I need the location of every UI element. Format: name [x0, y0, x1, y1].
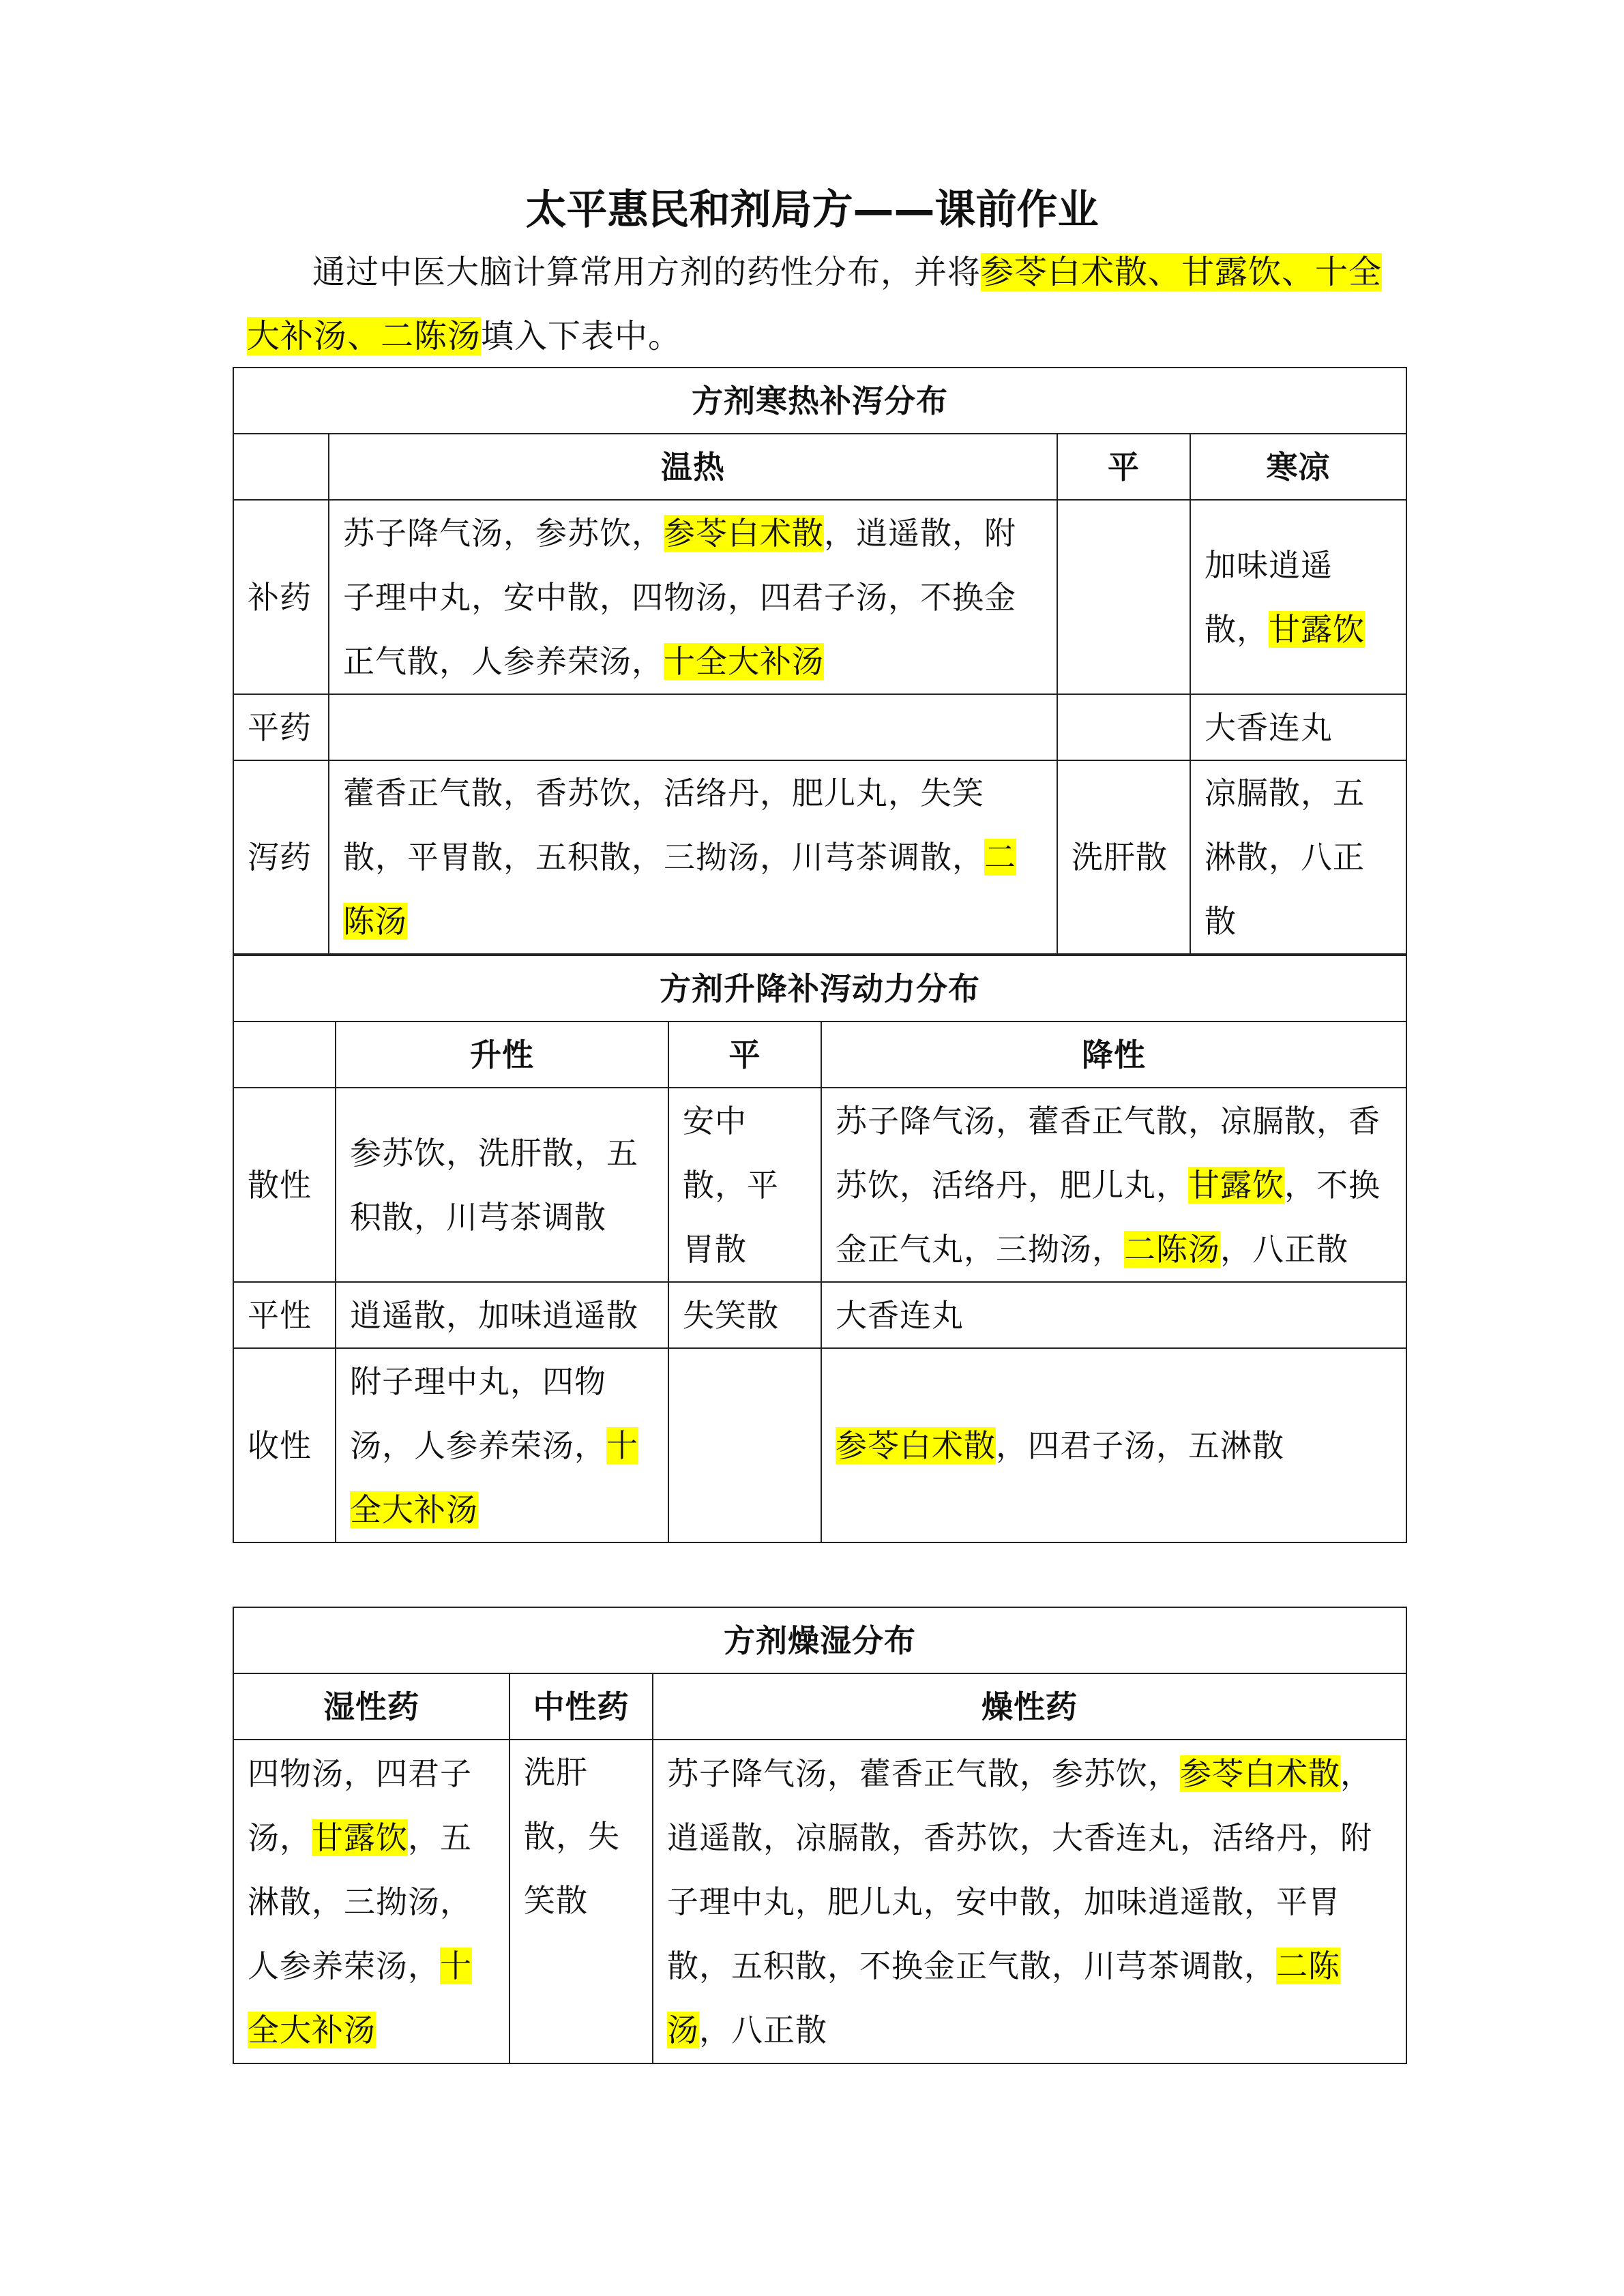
cell-text: ，不换金正气丸，三拗汤，	[836, 1166, 1381, 1268]
cell-text: 参苏饮，洗肝散，五积散，川芎茶调散	[350, 1134, 638, 1236]
highlighted-text: 十全大补汤	[248, 1947, 472, 2048]
row-label: 散性	[233, 1088, 336, 1282]
cell-text: 大香连丸	[1205, 709, 1333, 746]
header-cold-cool: 寒凉	[1190, 434, 1406, 500]
header-damp: 湿性药	[233, 1673, 510, 1740]
cell-text: ，逍遥散，凉膈散，香苏饮，大香连丸，活络丹，附子理中丸，肥儿丸，安中散，加味逍遥散，平胃散，五积散，不换金正气散，川芎茶调散，	[667, 1755, 1372, 1984]
cell-text: 大香连丸	[836, 1296, 964, 1334]
row-label: 平药	[233, 694, 329, 760]
cell-text: 洗肝散	[1072, 839, 1168, 876]
cell-text: 藿香正气散，香苏饮，活络丹，肥儿丸，失笑散，平胃散，五积散，三拗汤，川芎茶调散，	[343, 775, 984, 876]
highlighted-text: 甘露饮	[312, 1819, 408, 1856]
row-label: 补药	[233, 500, 329, 694]
row-label: 泻药	[233, 760, 329, 954]
cell-text: 四物汤，四君子汤，	[248, 1755, 472, 1856]
highlighted-text: 甘露饮	[1269, 610, 1365, 648]
cell-text: 苏子降气汤，参苏饮，	[343, 514, 664, 552]
cell-text: ，八正散	[699, 2011, 827, 2048]
cell	[1057, 760, 1190, 954]
ascend-descend-table	[233, 955, 1407, 1543]
table-caption: 方剂升降补泻动力分布	[233, 955, 1406, 1022]
header-dry: 燥性药	[653, 1673, 1406, 1740]
cell-text: ，五淋散，三拗汤，人参养荣汤，	[248, 1819, 472, 1984]
header-corner	[233, 434, 329, 500]
cell	[668, 1282, 821, 1348]
cell	[1057, 694, 1190, 760]
header-neutral: 平	[668, 1022, 821, 1088]
cell-text: ，八正散	[1220, 1230, 1348, 1268]
dry-damp-table	[233, 1607, 1407, 2064]
header-neutral: 平	[1057, 434, 1190, 500]
highlighted-text: 十全大补汤	[664, 642, 824, 680]
page-title: 太平惠民和剂局方——课前作业	[525, 186, 1099, 234]
cell-text: 逍遥散，加味逍遥散	[350, 1296, 638, 1334]
cell	[1057, 500, 1190, 694]
header-descending: 降性	[821, 1022, 1406, 1088]
cold-heat-table	[233, 367, 1407, 955]
intro-highlight: 参苓白术散、甘露饮、十全大补汤、二陈汤	[247, 253, 1383, 355]
row-label: 平性	[233, 1282, 336, 1348]
highlighted-text: 二陈汤	[667, 1947, 1340, 2048]
cell	[329, 500, 1057, 694]
cell-text: 苏子降气汤，藿香正气散，凉膈散，香苏饮，活络丹，肥儿丸，	[836, 1102, 1381, 1204]
header-ascending: 升性	[336, 1022, 668, 1088]
cell	[329, 760, 1057, 954]
cell	[1190, 694, 1406, 760]
cell-text: 安中散，平胃散	[683, 1102, 779, 1268]
cell-text: 凉膈散，五淋散，八正散	[1205, 775, 1365, 940]
cell	[653, 1740, 1406, 2063]
cell	[336, 1348, 668, 1542]
cell-text: ，逍遥散，附子理中丸，安中散，四物汤，四君子汤，不换金正气散，人参养荣汤，	[343, 514, 1016, 680]
cell-text: 加味逍遥散，	[1205, 546, 1333, 648]
highlighted-text: 二陈汤	[343, 839, 1016, 940]
cell	[821, 1282, 1406, 1348]
cell-text: 洗肝散，失笑散	[524, 1754, 620, 1919]
cell	[510, 1740, 653, 2063]
cell	[1190, 760, 1406, 954]
header-neutral: 中性药	[510, 1673, 653, 1740]
cell-text: ，四君子汤，五淋散	[996, 1427, 1284, 1464]
highlighted-text: 十全大补汤	[350, 1427, 638, 1528]
header-warm-hot: 温热	[329, 434, 1057, 500]
highlighted-text: 二陈汤	[1124, 1230, 1220, 1268]
highlighted-text: 参苓白术散	[1180, 1755, 1340, 1792]
header-corner	[233, 1022, 336, 1088]
cell	[821, 1348, 1406, 1542]
highlighted-text: 甘露饮	[1188, 1166, 1284, 1204]
cell	[336, 1088, 668, 1282]
intro-prefix: 通过中医大脑计算常用方剂的药性分布，并将	[312, 253, 981, 291]
intro-suffix: 填入下表中。	[481, 317, 682, 355]
table-caption: 方剂寒热补泻分布	[233, 368, 1406, 434]
cell	[668, 1348, 821, 1542]
cell	[821, 1088, 1406, 1282]
table-caption: 方剂燥湿分布	[233, 1607, 1406, 1673]
cell	[668, 1088, 821, 1282]
cell	[1190, 500, 1406, 694]
cell-text: 失笑散	[683, 1296, 779, 1334]
cell	[233, 1740, 510, 2063]
highlighted-text: 参苓白术散	[664, 514, 824, 552]
highlighted-text: 参苓白术散	[836, 1427, 996, 1464]
cell	[329, 694, 1057, 760]
cell-text: 附子理中丸，四物汤，人参养荣汤，	[350, 1362, 606, 1464]
cell	[336, 1282, 668, 1348]
row-label: 收性	[233, 1348, 336, 1542]
cell-text: 苏子降气汤，藿香正气散，参苏饮，	[667, 1755, 1180, 1792]
intro-paragraph	[247, 240, 1406, 368]
